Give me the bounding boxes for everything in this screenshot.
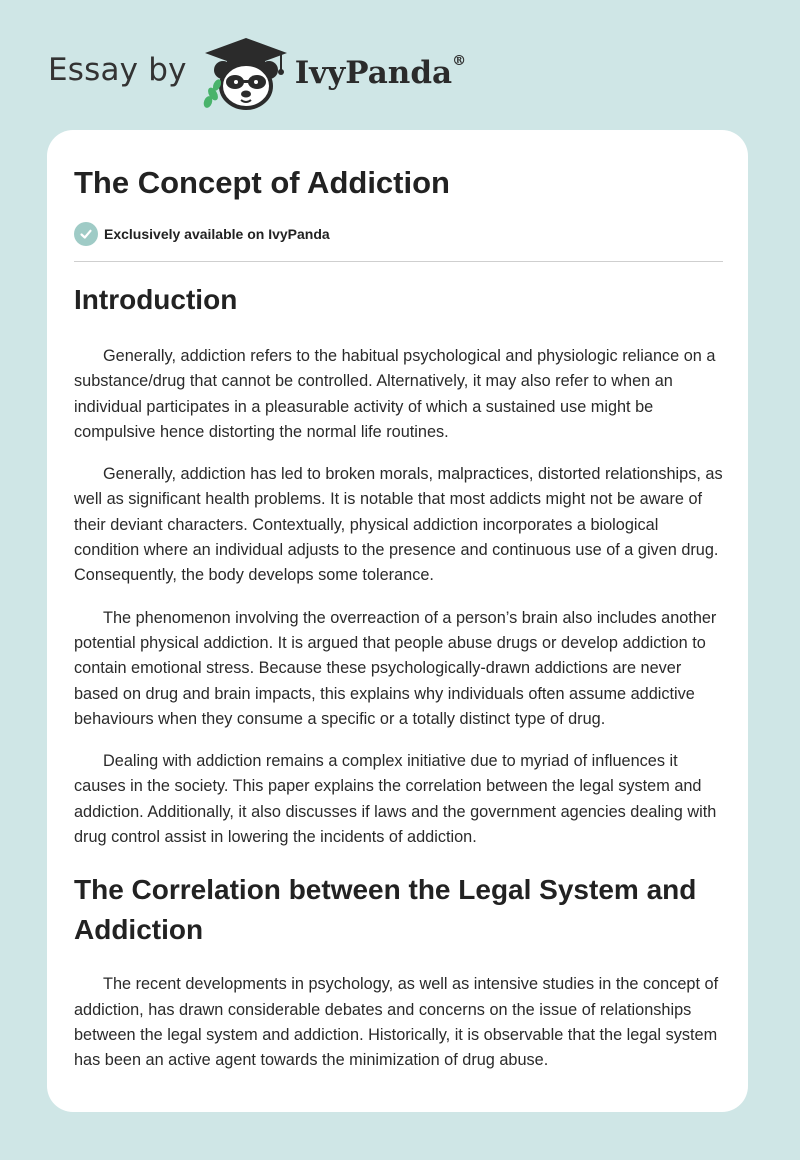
article-body — [74, 280, 723, 1074]
section-heading-introduction: Introduction — [74, 284, 238, 315]
site-header — [48, 34, 466, 114]
essay-card — [47, 130, 748, 1112]
page-title: The Concept of Addiction — [74, 165, 450, 200]
section-heading-correlation: The Correlation between the Legal System and Addiction — [74, 874, 697, 946]
panda-graduation-cap-icon[interactable] — [201, 36, 291, 112]
paragraph: The phenomenon involving the overreaction of a person’s brain also includes another potential physical addiction. It is argued that people abuse drugs or develop addiction to contain emotional stress. Because these psychologically-drawn addictions are never based on drug and brain impacts, this explains why individuals often assume addictive behaviours when they consume a specific or a totally distinct type of drug. — [74, 608, 717, 728]
exclusive-badge — [74, 222, 330, 246]
registered-mark: ® — [452, 53, 467, 69]
title-divider — [74, 261, 723, 262]
brand-name: IvyPanda® — [294, 53, 467, 91]
exclusive-badge-label: Exclusively available on IvyPanda — [104, 226, 330, 242]
paragraph: Generally, addiction has led to broken morals, malpractices, distorted relationships, as well as significant health problems. It is notable that most addicts might not be aware of their deviant characters. Contextually, physical addiction incorporates a biological condition where an individual adjusts to the presence and continuous use of a given drug. Consequently, the body develops some tolerance. — [74, 465, 723, 585]
check-circle-icon — [74, 222, 98, 246]
essay-by-label: Essay by — [48, 52, 187, 88]
paragraph: Dealing with addiction remains a complex initiative due to myriad of influences it causes in the society. This paper explains the correlation between the legal system and addiction. Additionally, it also discusses if laws and the government agencies dealing with drug control assist in lowering the incidents of addiction. — [74, 752, 717, 847]
paragraph: The recent developments in psychology, as well as intensive studies in the concept of addiction, has drawn considerable debates and concerns on the issue of relationships between the legal system and addiction. Historically, it is observable that the legal system has been an active agent towards the minimization of drug abuse. — [74, 975, 719, 1070]
paragraph: Generally, addiction refers to the habitual psychological and physiologic reliance on a substance/drug that cannot be controlled. Alternatively, it may also refer to when an individual participates in a pleasurable activity of which a sustained use might be compulsive hence distorting the normal life routines. — [74, 347, 716, 441]
